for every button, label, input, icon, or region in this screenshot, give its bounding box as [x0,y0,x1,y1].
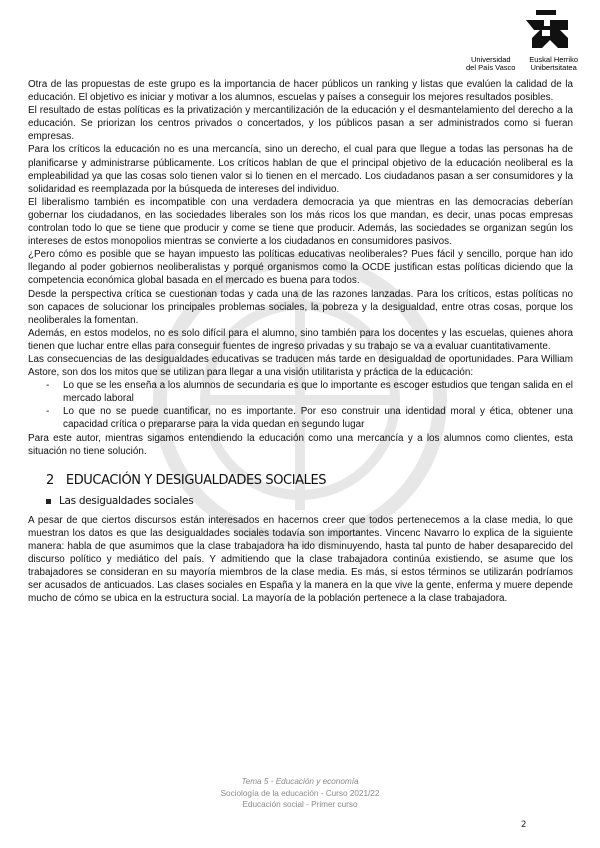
page-number: 2 [521,820,527,830]
university-emblem-icon [524,10,574,54]
myths-list [28,379,573,431]
document-body [28,78,573,606]
paragraph: Para los críticos la educación no es una mercancía, sino un derecho, el cual para que llegue a todas las personas ha de planificarse y administrarse públicamente. Los críticos hablan de que el principal objetivo de la educación neoliberal es la empleabilidad ya que las cosas solo tienen valor si lo tienen en el mercado. Los ciudadanos pasan a ser consumidores y la solidaridad es reemplazada por la búsqueda de intereses del individuo. [28,144,573,195]
paragraph: A pesar de que ciertos discursos están interesados en hacernos creer que todos pertenecemos a la clase media, lo que muestran los datos es que las desigualdades sociales todavía son importantes. Vincenc Navarro lo explica de la siguiente manera: habla de que asumimos que la clase trabajadora ha ido disminuyendo, hasta tal punto de haber desaparecido del discurso político y mediático del país. Y admitiendo que la clase trabajadora continúa existiendo, se asume que los trabajadores se consideran en su mayoría miembros de la clase media. Es más, si estos términos se utilizarán podríamos ser acusados de anticuados. Las clases sociales en España y la manera en la que vive la gente, enferma y muere depende mucho de cómo se ubica en la estructura social. La mayoría de la población pertenece a la clase trabajadora. [28,514,573,605]
list-item: - Lo que se les enseña a los alumnos de secundaria es que lo importante es escoger estudios que tengan salida en el mercado laboral [28,379,573,405]
square-bullet-icon [46,499,51,504]
section-number: 2 [46,472,54,488]
footer-topic: Tema 5 - Educación y economía [241,777,359,786]
paragraph: ¿Pero cómo es posible que se hayan impuesto las políticas educativas neoliberales? Pues fácil y sencillo, porque han ido llegando al poder gobiernos neoliberalistas y porqué organismos como la OCDE justifican estas políticas diciendo que la competencia económica global basada en el mercado es buena para todos. [28,249,573,287]
paragraph: Otra de las propuestas de este grupo es la importancia de hacer públicos un ranking y listas que evalúen la calidad de la educación. El objetivo es iniciar y motivar a los alumnos, escuelas y países a conseguir los mejores resultados posibles. [28,79,573,104]
paragraph: Además, en estos modelos, no es solo difícil para el alumno, sino también para los docentes y las escuelas, quienes ahora tienen que luchar entre ellas para conseguir fuentes de ingreso privadas y su trabajo se va a evaluar cuantitativamente. [28,327,573,352]
subsection-heading [46,495,573,508]
footer-program: Educación social - Primer curso [242,800,358,809]
paragraph: El resultado de estas políticas es la privatización y mercantilización de la educación y el desmantelamiento del derecho a la educación. Se priorizan los centros privados o concertados, y los públicos pasan a ser administrados como si fueran empresas. [28,105,573,143]
closing-paragraph: Para este autor, mientras sigamos entendiendo la educación como una mercancía y a los alumnos como clientes, esta situación no tiene solución. [28,432,573,457]
subsection-title: Las desigualdades sociales [59,494,194,507]
paragraph: El liberalismo también es incompatible con una verdadera democracia ya que mientras en las democracias deberían gobernar los ciudadanos, en las sociedades liberales son los más ricos los que mandan, es decir, unas pocas empresas controlan todo lo que se tiene que producir y come se tiene que producir. Además, las sociedades se organizan según los intereses de estos monopolios mientras se convierte a los ciudadanos en consumidores pasivos. [28,196,573,248]
university-name-spanish: Euskal Herriko Unibertsitatea [529,55,578,72]
university-name-basque: Universidad del País Vasco [466,55,516,72]
paragraph: Desde la perspectiva crítica se cuestionan todas y cada una de las razones lanzadas. Para los críticos, estas políticas no son capaces de solucionar los principales problemas sociales, la pobreza y la desigualdad, entre otras cosas, porque los neoliberales la fomentan. [28,288,573,326]
university-logo [466,10,578,74]
list-item: - Lo que no se puede cuantificar, no es importante. Por eso construir una identidad moral y ética, obtener una capacidad crítica o prepararse para la vida quedan en segundo lugar [28,405,573,431]
page-footer [0,776,600,811]
paragraph: Las consecuencias de las desigualdades educativas se traducen más tarde en desigualdad de oportunidades. Para William Astore, son dos los mitos que se utilizan para llegar a una visión utilitarista y práctica de la educación: [28,353,573,379]
footer-course: Sociología de la educación - Curso 2021/22 [220,788,380,798]
section-heading [46,474,573,487]
section-title: EDUCACIÓN Y DESIGUALDADES SOCIALES [65,472,327,488]
